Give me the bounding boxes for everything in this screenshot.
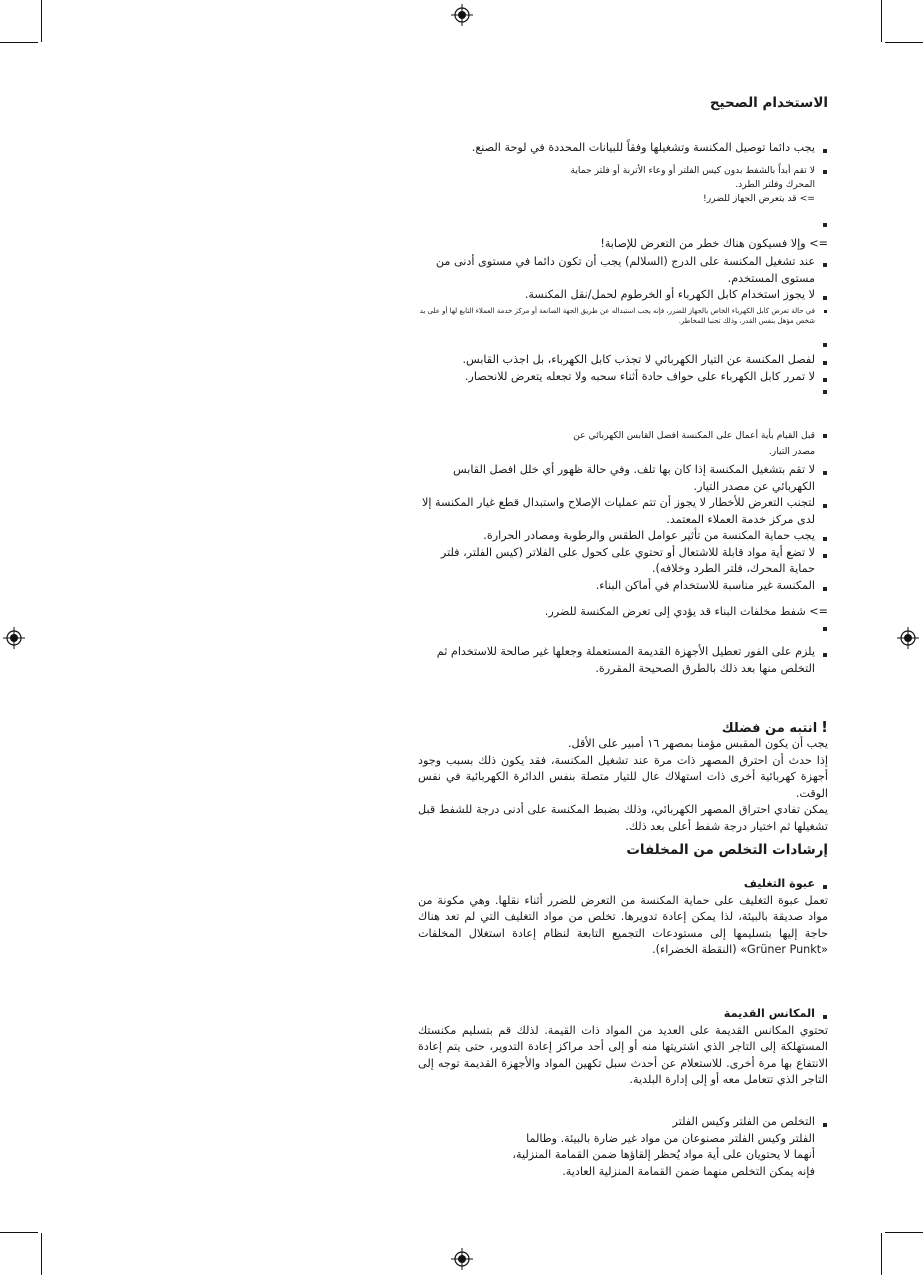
old-appliances-block (418, 1006, 828, 1089)
old-appliances-text: تحتوي المكانس القديمة على العديد من المواد ذات القيمة. لذلك قم بتسليم مكنستك المستهلكة إلى التاجر الذي اشتريتها منه أو إلى أحد مراكز إعادة التدوير، حتى يتم إعادة الانتفاع بها مرة أخرى. للاستعلام عن أحدث سبل تكهين المواد والأجهزة القديمة توجه إلى التاجر الذي تتعامل معه أو إلى إدارة البلدية. (418, 1023, 828, 1086)
list-item: في حالة تعرض كابل الكهرباء الخاص بالجهاز للضرر، فإنه يجب استبداله عن طريق الجهة الصانعة أو مركز خدمة العملاء التابع لها أو على يد شخص مؤهل بنفس القدر، وذلك تجنبا للمخاطر. (416, 306, 828, 326)
safety-list (548, 164, 828, 206)
safety-list (416, 306, 828, 326)
warning-line: => وإلا فسيكون هناك خطر من التعرض للإصابة! (600, 237, 828, 250)
list-item: لا تمرر كابل الكهرباء على حواف حادة أثناء سحبه ولا تجعله يتعرض للانحصار. (418, 369, 828, 386)
list-item-empty (418, 338, 828, 352)
warning-line: => شفط مخلفات البناء قد يؤدي إلى تعرض المكنسة للضرر. (544, 605, 828, 618)
packaging-title: عبوة التغليف (418, 876, 828, 893)
list-item: لا تقم بتشغيل المكنسة إذا كان بها تلف. وفي حالة ظهور أي خلل افصل القابس الكهربائي عن مصدر التيار. (418, 462, 828, 495)
filter-disposal-line: الفلتر وكيس الفلتر مصنوعان من مواد غير ضارة بالبيئة. وطالما (526, 1131, 815, 1145)
list-item: يجب دائما توصيل المكنسة وتشغيلها وفقاً للبيانات المحددة في لوحة الصنع. (418, 140, 828, 157)
safety-list (418, 622, 828, 677)
notice-text: يجب أن يكون المقبس مؤمنا بمصهر ١٦ أمبير على الأقل. (567, 737, 828, 750)
crop-mark (885, 1232, 923, 1233)
list-item: يجب حماية المكنسة من تأثير عوامل الطقس والرطوبة ومصادر الحرارة. (418, 528, 828, 545)
safety-list (418, 254, 828, 304)
list-item: قبل القيام بأية أعمال على المكنسة افصل القابس الكهربائي عن مصدر التيار. (568, 428, 828, 460)
safety-list (418, 218, 828, 232)
safety-list (418, 338, 828, 399)
list-item: يلزم على الفور تعطيل الأجهزة القديمة المستعملة وجعلها غير صالحة للاستخدام ثم التخلص منها بعد ذلك بالطرق الصحيحة المقررة. (418, 644, 828, 677)
notice-title: !انتبه من فضلك (721, 718, 828, 736)
filter-disposal-title: التخلص من الفلتر وكيس الفلتر (498, 1114, 828, 1131)
safety-list (418, 462, 828, 594)
crop-mark (0, 42, 38, 43)
registration-mark-icon (451, 1248, 473, 1270)
list-item: المكنسة غير مناسبة للاستخدام في أماكن البناء. (418, 578, 828, 595)
crop-mark (41, 0, 42, 42)
crop-mark (41, 1233, 42, 1275)
section-title-correct-use: الاستخدام الصحيح (709, 95, 828, 111)
exclamation-icon: ! (821, 718, 828, 736)
crop-mark (0, 1232, 38, 1233)
filter-disposal-line: أنهما لا يحتويان على أية مواد يُحظر إلقاؤها ضمن القمامة المنزلية، (512, 1148, 815, 1161)
registration-mark-icon (451, 4, 473, 26)
list-item-empty (418, 218, 828, 232)
filter-disposal-block (498, 1114, 828, 1180)
filter-disposal-line: فإنه يمكن التخلص منهما ضمن القمامة المنزلية العادية. (562, 1164, 815, 1178)
crop-mark (885, 42, 923, 43)
packaging-block (418, 876, 828, 959)
list-item: عند تشغيل المكنسة على الدرج (السلالم) يجب أن تكون دائما في مستوى أدنى من مستوى المستخدم. (418, 254, 828, 287)
list-item: لا يجوز استخدام كابل الكهرباء أو الخرطوم لحمل/نقل المكنسة. (418, 287, 828, 304)
registration-mark-icon (3, 627, 25, 649)
registration-mark-icon (897, 627, 919, 649)
old-appliances-title: المكانس القديمة (418, 1006, 828, 1023)
section-title-disposal: إرشادات التخلص من المخلفات (626, 842, 828, 858)
crop-mark (881, 0, 882, 42)
notice-box (418, 718, 828, 835)
notice-text: يمكن تفادي احتراق المصهر الكهربائي، وذلك بضبط المكنسة على أدنى درجة للشفط قبل تشغيلها ثم اختيار درجة شفط أعلى بعد ذلك. (418, 803, 828, 833)
crop-mark (881, 1233, 882, 1275)
list-item-empty (418, 622, 828, 636)
packaging-text: تعمل عبوة التغليف على حماية المكنسة من التعرض للضرر أثناء نقلها. وهي مكونة من مواد صديقة بالبيئة، لذا يمكن إعادة تدويرها. تخلص من مواد التغليف التي لم تعد هناك حاجة إليها بتسليمها إلى مستودعات التجميع التابعة لنظام إعادة استغلال المخلفات «Grüner Punkt» (النقطة الخضراء). (418, 893, 828, 956)
safety-list (418, 140, 828, 157)
list-item: لفصل المكنسة عن التيار الكهربائي لا تجذب كابل الكهرباء، بل اجذب القابس. (418, 352, 828, 369)
list-item: لتجنب التعرض للأخطار لا يجوز أن تتم عمليات الإصلاح واستبدال قطع غيار المكنسة إلا لدى مركز خدمة العملاء المعتمد. (418, 495, 828, 528)
notice-text: إذا حدث أن احترق المصهر ذات مرة عند تشغيل المكنسة، فقد يكون ذلك بسبب وجود أجهزة كهربائية أخرى ذات استهلاك عال للتيار متصلة بنفس الدائرة الكهربائية في نفس الوقت. (418, 753, 828, 800)
safety-list (568, 428, 828, 460)
list-item: لا تضع أية مواد قابلة للاشتعال أو تحتوي على كحول على الفلاتر (كيس الفلتر، فلتر حماية المحرك، فلتر الطرد وخلافه). (418, 545, 828, 578)
list-item-empty (418, 385, 828, 399)
list-item: لا تقم أبداً بالشفط بدون كيس الفلتر أو وعاء الأتربة أو فلتر حماية المحرك وفلتر الطرد. => قد يتعرض الجهاز للضرر! (548, 164, 828, 206)
